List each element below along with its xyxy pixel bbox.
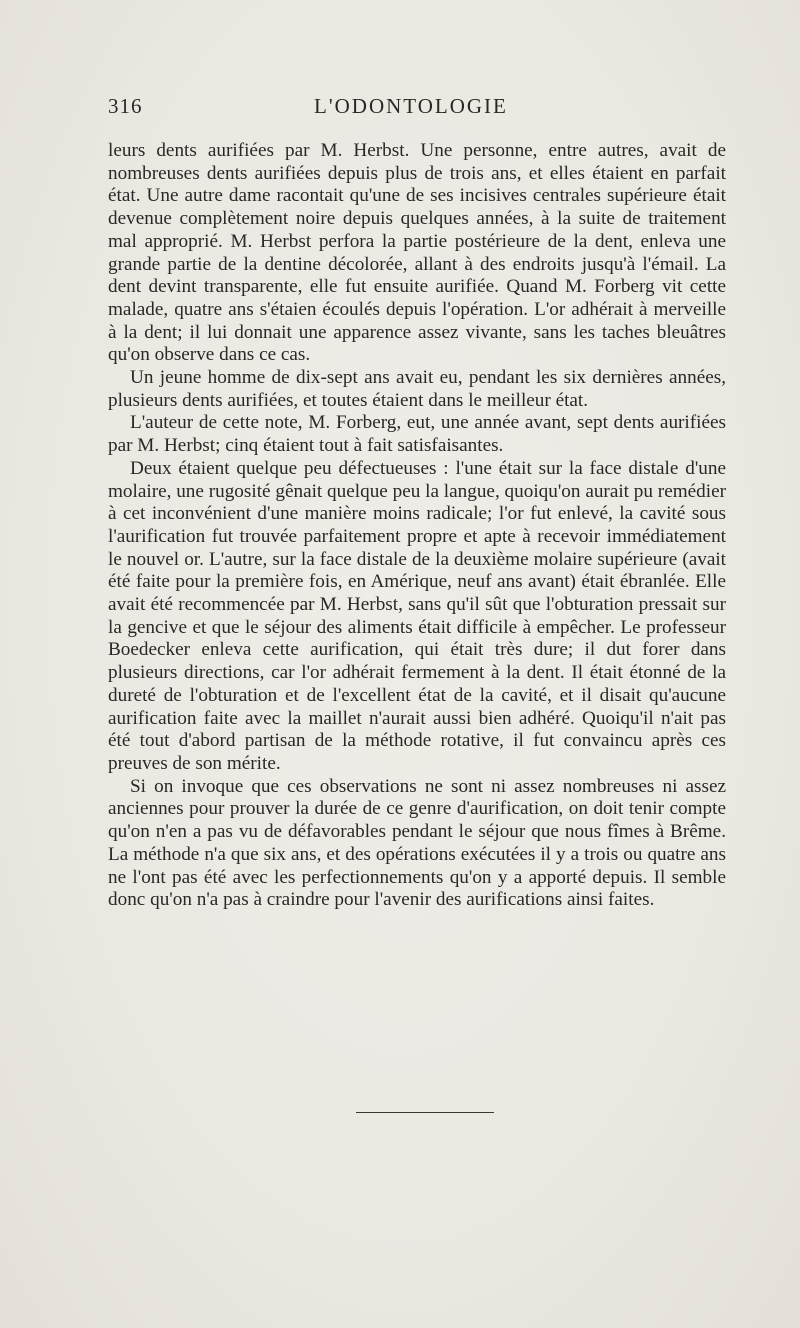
- section-divider: [356, 1112, 494, 1113]
- paragraph: Si on invoque que ces observations ne sont ni assez nombreuses ni assez anciennes pour prouver la durée de ce genre d'aurification, on doit tenir compte qu'on n'en a pas vu de défavorables pendant le séjour que nous fîmes à Brême. La méthode n'a que six ans, et des opérations exécutées il y a trois ou quatre ans ne l'ont pas été avec les perfectionnements qu'on y a apporté depuis. Il semble donc qu'on n'a pas à craindre pour l'avenir des aurifications ainsi faites.: [108, 775, 726, 911]
- paragraph: Un jeune homme de dix-sept ans avait eu, pendant les six dernières années, plusieurs dents aurifiées, et toutes étaient dans le meilleur état.: [108, 367, 726, 411]
- body-text: [108, 140, 726, 912]
- paragraph: L'auteur de cette note, M. Forberg, eut, une année avant, sept dents aurifiées par M. Herbst; cinq étaient tout à fait satisfaisantes.: [108, 412, 726, 457]
- page-number: 316: [108, 94, 143, 118]
- page-header: [108, 94, 728, 124]
- running-head: L'ODONTOLOGIE: [314, 94, 508, 118]
- paragraph: Deux étaient quelque peu défectueuses : l'une était sur la face distale d'une molaire, une rugosité gênait quelque peu la langue, quoiqu'on aurait pu remédier à cet inconvénient d'une manière moins radicale; l'or fut enlevé, la cavité sous l'aurification fut trouvée parfaitement propre et apte à recevoir immédiatement le nouvel or. L'autre, sur la face distale de la deuxième molaire supérieure (avait été faite pour la première fois, en Amérique, neuf ans avant) était ébranlée. Elle avait été recommencée par M. Herbst, sans qu'il sût que l'obturation pressait sur la gencive et que le séjour des aliments était difficile à empêcher. Le professeur Boedecker enleva cette aurification, qui était très dure; il dut forer dans plusieurs directions, car l'or adhérait fermement à la dent. Il était étonné de la dureté de l'obturation et de l'excellent état de la cavité, et il disait qu'aucune aurification faite avec la maillet n'aurait aussi bien adhéré. Quoiqu'il n'ait pas été tout d'abord partisan de la méthode rotative, il fut convaincu après ces preuves de son mérite.: [108, 457, 726, 774]
- paragraph: leurs dents aurifiées par M. Herbst. Une personne, entre autres, avait de nombreuses dents aurifiées depuis plus de trois ans, et elles étaient en parfait état. Une autre dame racontait qu'une de ses incisives centrales supérieure était devenue complètement noire depuis quelques années, à la suite de traitement mal approprié. M. Herbst perfora la partie postérieure de la dent, enleva une grande partie de la dentine décolorée, allant à des endroits jusqu'à l'émail. La dent devint transparente, elle fut ensuite aurifiée. Quand M. Forberg vit cette malade, quatre ans s'étaien écoulés depuis l'opération. L'or adhérait à merveille à la dent; il lui donnait une apparence assez vivante, sans les taches bleuâtres qu'on observe dans ce cas.: [108, 140, 726, 366]
